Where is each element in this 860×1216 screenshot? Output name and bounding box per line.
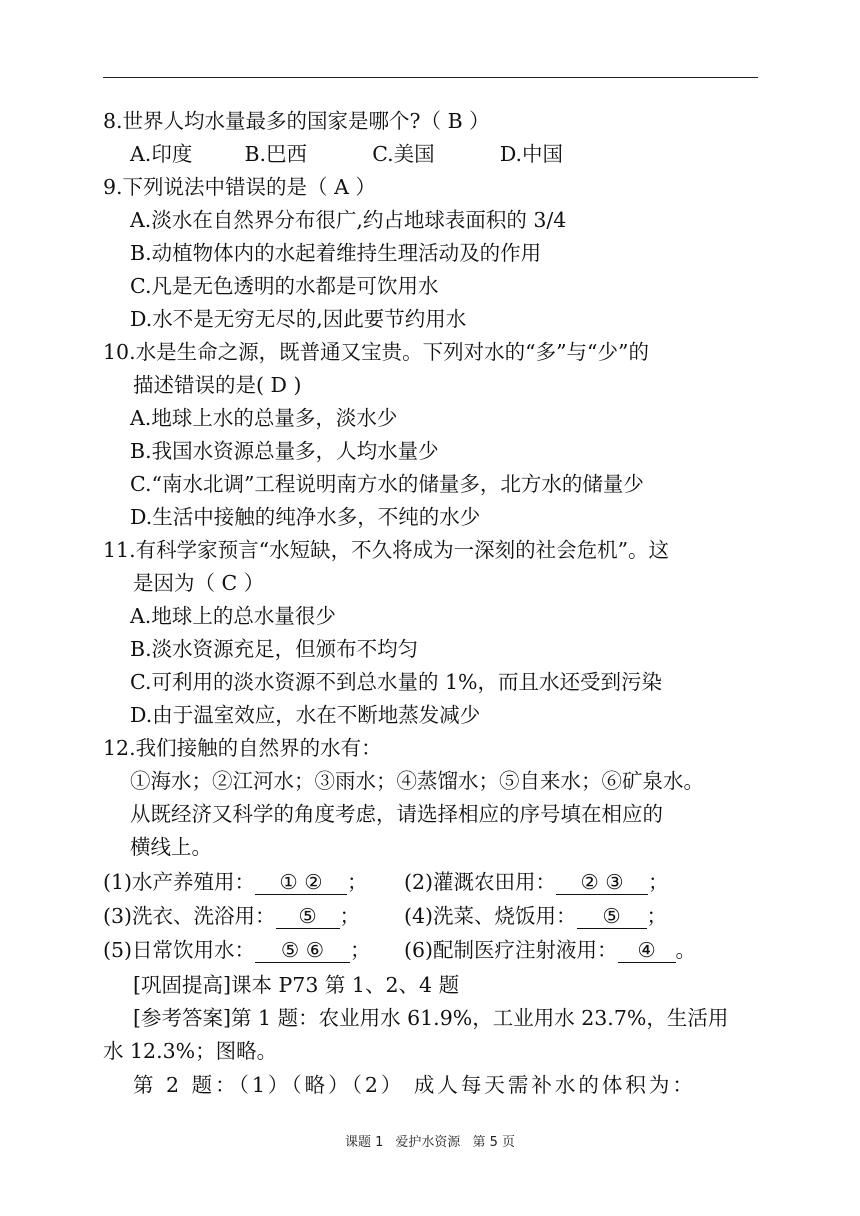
fill-in-row-2 — [404, 869, 669, 895]
answer-blank-4: ⑤ — [577, 904, 647, 929]
header-rule — [103, 77, 758, 78]
question-12-water-list: ①海水；②江河水；③雨水；④蒸馏水；⑤自来水；⑥矿泉水。 — [130, 769, 704, 793]
question-12-instruction-line1: 从既经济又科学的角度考虑，请选择相应的序号填在相应的 — [130, 802, 663, 826]
fill-in-row-4 — [404, 903, 667, 929]
consolidation-note: [巩固提高]课本 P73 第 1、2、4 题 — [133, 973, 460, 997]
fill-label-6: (6)配制医疗注射液用： — [404, 938, 618, 962]
answer-blank-5: ⑤ ⑥ — [255, 938, 350, 963]
reference-answer-line3: 第 2 题：（1）（略）（2） 成人每天需补水的体积为： — [133, 1073, 696, 1097]
question-9-stem: 9.下列说法中错误的是（ A ） — [103, 175, 376, 199]
fill-separator: 。 — [675, 938, 697, 962]
page-footer — [0, 1131, 860, 1150]
fill-separator: ； — [347, 870, 368, 894]
question-11-option-d: D.由于温室效应，水在不断地蒸发减少 — [130, 703, 481, 727]
fill-in-row-5 — [103, 937, 371, 963]
fill-separator: ； — [339, 904, 361, 928]
question-8-stem: 8.世界人均水量最多的国家是哪个?（ B ） — [103, 109, 490, 133]
question-8-options: A.印度 B.巴西 C.美国 D.中国 — [130, 142, 564, 166]
answer-blank-1: ① ② — [255, 870, 347, 895]
question-11-option-a: A.地球上的总水量很少 — [130, 604, 336, 628]
footer-title: 爱护水资源 — [395, 1135, 461, 1150]
question-11-option-c: C.可利用的淡水资源不到总水量的 1%，而且水还受到污染 — [130, 670, 663, 694]
footer-topic: 课题 1 — [345, 1135, 384, 1150]
fill-in-row-6 — [404, 937, 696, 963]
question-11-stem-line1: 11.有科学家预言“水短缺，不久将成为一深刻的社会危机”。这 — [103, 538, 670, 562]
question-9-option-b: B.动植物体内的水起着维持生理活动及的作用 — [130, 241, 542, 265]
answer-blank-6: ④ — [618, 938, 676, 963]
reference-answer-line2: 水 12.3%；图略。 — [103, 1039, 278, 1063]
question-10-option-b: B.我国水资源总量多，人均水量少 — [130, 439, 439, 463]
question-9-option-d: D.水不是无穷无尽的,因此要节约用水 — [130, 307, 467, 331]
fill-in-row-3 — [103, 903, 360, 929]
fill-label-5: (5)日常饮用水： — [103, 938, 256, 962]
question-10-option-d: D.生活中接触的纯净水多，不纯的水少 — [130, 505, 481, 529]
fill-label-4: (4)洗菜、烧饭用： — [404, 904, 577, 928]
question-10-stem-line1: 10.水是生命之源，既普通又宝贵。下列对水的“多”与“少”的 — [103, 340, 650, 364]
footer-page-number: 第 5 页 — [472, 1135, 515, 1150]
question-9-option-c: C.凡是无色透明的水都是可饮用水 — [130, 274, 439, 298]
fill-separator: ； — [646, 904, 668, 928]
question-10-option-a: A.地球上水的总量多，淡水少 — [130, 406, 398, 430]
question-12-stem: 12.我们接触的自然界的水有： — [103, 736, 382, 760]
fill-separator: ； — [350, 938, 371, 962]
fill-label-3: (3)洗衣、洗浴用： — [103, 904, 276, 928]
answer-blank-2: ② ③ — [556, 870, 648, 895]
fill-label-2: (2)灌溉农田用： — [404, 870, 557, 894]
fill-label-1: (1)水产养殖用： — [103, 870, 256, 894]
question-10-stem-line2: 描述错误的是( D ) — [133, 373, 302, 397]
question-10-option-c: C.“南水北调”工程说明南方水的储量多，北方水的储量少 — [130, 472, 644, 496]
answer-blank-3: ⑤ — [276, 904, 340, 929]
question-9-option-a: A.淡水在自然界分布很广,约占地球表面积的 3/4 — [130, 208, 567, 232]
question-12-instruction-line2: 横线上。 — [130, 835, 212, 859]
question-11-option-b: B.淡水资源充足，但颁布不均匀 — [130, 637, 419, 661]
fill-separator: ； — [648, 870, 669, 894]
reference-answer-line1: [参考答案]第 1 题：农业用水 61.9%，工业用水 23.7%，生活用 — [133, 1006, 729, 1030]
fill-in-row-1 — [103, 869, 368, 895]
question-11-stem-line2: 是因为（ C ） — [133, 571, 265, 595]
